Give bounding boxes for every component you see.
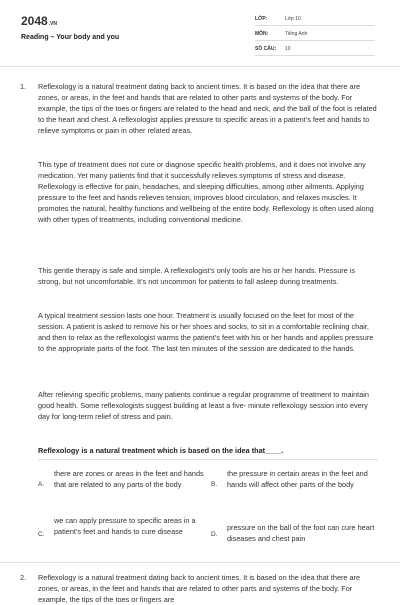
logo-text: 2048 <box>21 14 48 28</box>
question-number: 1. <box>20 82 27 91</box>
question-number: 2. <box>20 573 27 582</box>
header-divider <box>0 66 400 67</box>
site-logo[interactable] <box>21 14 57 28</box>
reading-paragraph: This type of treatment does not cure or diagnose specific health problems, and it does not involve any medication. Yet many patients find that it successfully relieves symptoms of stress and disease. Reflexology is effective for pain, headaches, and sleeping difficulties, among other ailments. Applying pressure to the feet and hands relieves tension, improves blood circulation, and relaxes muscles. It promotes the natural, healthy functions and wellbeing of the entire body. Reflexology is often used along with other types of treatments, including conventional medicine. <box>38 160 374 225</box>
option-d-letter[interactable]: D. <box>211 531 218 538</box>
meta-row-count <box>255 44 375 56</box>
reading-paragraph: A typical treatment session lasts one hour. Treatment is usually focused on the feet for most of the session. A patient is asked to remove his or her shoes and socks, to sit in a comfortable reclining chair, and then to relax as the reflexologist warms the patient’s feet with his or her hands and applies pressure to the appropriate parts of the foot. The last ten minutes of the session are dedicated to the hands. <box>38 311 374 354</box>
meta-row-subject <box>255 29 375 41</box>
option-a-letter[interactable]: A. <box>38 481 45 488</box>
page-header <box>0 0 400 64</box>
meta-row-class <box>255 14 375 26</box>
option-b-text[interactable]: the pressure in certain areas in the feet and hands will affect other parts of the body <box>227 469 368 490</box>
logo-suffix: .VN <box>48 21 58 27</box>
question-stem: Reflexology is a natural treatment which is based on the idea that____. <box>38 446 284 455</box>
question-separator <box>0 562 400 563</box>
reading-paragraph: After relieving specific problems, many patients continue a regular programme of treatment to maintain good health. Some reflexologists suggest building at least a five- minute reflexology session into every day for long-term relief of stress and pain. <box>38 390 369 422</box>
reading-paragraph: Reflexology is a natural treatment dating back to ancient times. It is based on the idea that there are zones, or areas, in the feet and hands that are related to other parts and systems of the body. For example, the tips of the toes or fingers are <box>38 573 361 605</box>
meta-key: MÔN: <box>255 31 269 37</box>
meta-value: Tiếng Anh <box>285 31 308 37</box>
option-b-letter[interactable]: B. <box>211 481 218 488</box>
option-c-text[interactable]: we can apply pressure to specific areas in a patient’s feet and hands to cure disease <box>54 516 196 537</box>
meta-key: LỚP: <box>255 16 268 22</box>
page-title: Reading – Your body and you <box>21 34 120 41</box>
meta-value: Lớp 10 <box>285 16 301 22</box>
question-divider <box>38 459 378 460</box>
option-c-letter[interactable]: C. <box>38 531 45 538</box>
reading-paragraph: Reflexology is a natural treatment dating back to ancient times. It is based on the idea that there are zones, or areas, in the feet and hands that are related to other parts and systems of the body. For example, the tips of the toes or fingers are related to the head and neck, and the ball of the foot is related to the heart and chest. A reflexologist applies pressure to specific areas in a patient’s feet and hands to relieve symptoms or pain in other related areas. <box>38 82 377 136</box>
reading-paragraph: This gentle therapy is safe and simple. A reflexologist’s only tools are his or her hands. Pressure is strong, but not uncomfortable. It’s not uncommon for patients to fall asleep during treatments. <box>38 266 356 287</box>
option-d-text[interactable]: pressure on the ball of the foot can cure heart diseases and chest pain <box>227 523 375 544</box>
meta-key: SỐ CÂU: <box>255 46 277 52</box>
meta-value: 10 <box>285 46 291 52</box>
option-a-text[interactable]: there are zones or areas in the feet and hands that are related to any parts of the body <box>54 469 204 490</box>
